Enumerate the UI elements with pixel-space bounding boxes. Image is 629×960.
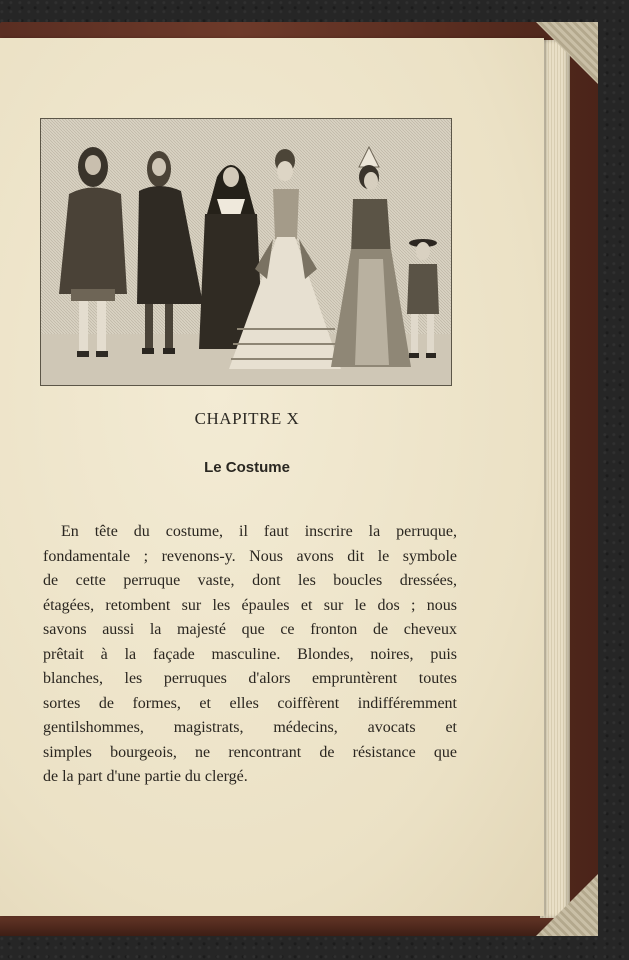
page-edges [540,40,570,918]
paragraph-line: blanches, les perruques d'alors empruntèrent toutes [43,670,457,687]
paragraph-line: sortes de formes, et elles coiffèrent indifféremment [43,694,457,712]
costume-illustration [40,118,452,386]
paragraph-line: étagées, retombent sur les épaules et sur le dos ; nous [43,596,457,614]
paragraph-line: En tête du costume, il faut inscrire la perruque, [61,523,457,540]
paragraph-line: savons aussi la majesté que ce fronton de cheveux [43,621,457,638]
paragraph-line: simples bourgeois, ne rencontrant de résistance que [43,743,457,761]
paragraph-line: gentilshommes, magistrats, médecins, avocats et [43,719,457,736]
section-title: Le Costume [204,459,290,476]
paragraph-line: fondamentale ; revenons-y. Nous avons dit le symbole [43,547,457,565]
paragraph-line: de cette perruque vaste, dont les boucles dressées, [43,572,457,589]
chapter-heading: CHAPITRE X [194,409,300,428]
paragraph-line: de la part d'une partie du clergé. [43,768,248,785]
paragraph-line: prêtait à la façade masculine. Blondes, noires, puis [43,645,457,663]
body-paragraph [43,520,457,790]
engraving-figures [41,119,451,385]
